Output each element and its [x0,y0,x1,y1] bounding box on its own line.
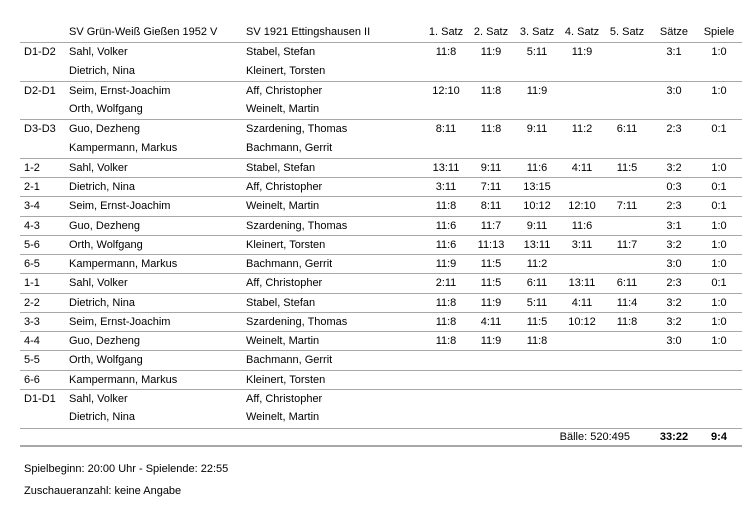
guest-player: Weinelt, Martin [246,411,320,423]
match-code: D1-D1 [24,392,56,405]
sets-score: 3:2 [666,161,682,174]
guest-player: Szardening, Thomas [246,315,348,328]
set-4-score: 11:9 [571,46,593,59]
home-player: Seim, Ernst-Joachim [69,84,171,97]
home-player: Dietrich, Nina [69,411,136,423]
match-code: 1-1 [24,277,40,290]
table-row [20,389,742,408]
games-score: 1:0 [711,46,727,59]
set-3-score: 11:8 [526,335,548,347]
set-1-score: 13:11 [432,161,460,174]
games-score: 0:1 [711,277,727,290]
set-2-score: 11:5 [480,277,502,290]
set-5-score: 6:11 [616,277,638,290]
table-row [20,408,742,427]
set-2-score: 11:9 [480,335,502,347]
games-score: 0:1 [711,181,727,193]
home-player: Seim, Ernst-Joachim [69,315,171,328]
set-4-score: 11:2 [571,123,593,136]
games-score: 1:0 [711,258,727,270]
set-2-score: 11:8 [480,84,502,97]
set-3-score: 5:11 [526,46,548,59]
table-header [20,23,742,42]
set-4-score: 3:11 [571,238,593,251]
guest-player: Bachmann, Gerrit [246,354,333,367]
games-header: Spiele [703,26,735,38]
match-code: D1-D2 [24,46,56,59]
match-code: 2-2 [24,296,40,309]
set-2-score: 11:13 [477,238,505,251]
set-3-score: 13:15 [523,181,551,193]
guest-player: Weinelt, Martin [246,200,320,213]
table-row [20,100,742,119]
set-1-score: 11:9 [435,258,457,270]
set-5-score: 11:5 [616,161,638,174]
table-row [20,293,742,312]
set-2-score: 8:11 [480,200,502,213]
set-3-score: 11:6 [526,161,548,174]
guest-player: Aff, Christopher [246,392,323,405]
table-row [20,196,742,215]
sets-score: 3:2 [666,238,682,251]
match-code: D3-D3 [24,123,56,136]
set-1-score: 11:8 [435,200,457,213]
set-2-score: 11:5 [480,258,502,270]
guest-player: Aff, Christopher [246,84,323,97]
home-player: Dietrich, Nina [69,181,136,193]
set-3-score: 11:9 [526,84,548,97]
set-2-score: 7:11 [480,181,502,193]
home-player: Guo, Dezheng [69,219,140,232]
match-code: 1-2 [24,161,40,174]
match-code: 3-3 [24,315,40,328]
sets-score: 3:1 [666,219,682,232]
set-header-2: 2. Satz [473,26,509,38]
home-player: Sahl, Volker [69,392,128,405]
games-score: 1:0 [711,219,727,232]
table-row [20,139,742,158]
set-1-score: 3:11 [435,181,457,193]
guest-player: Aff, Christopher [246,277,323,290]
set-3-score: 5:11 [526,296,548,309]
home-player: Kampermann, Markus [69,373,178,386]
set-5-score: 7:11 [616,200,638,213]
sets-score: 3:1 [666,46,682,59]
guest-player: Kleinert, Torsten [246,238,326,251]
games-score: 0:1 [711,123,727,136]
games-score: 1:0 [711,315,727,328]
sets-score: 3:0 [666,258,682,270]
set-1-score: 11:8 [435,296,457,309]
set-header-5: 5. Satz [609,26,645,38]
set-4-score: 10:12 [568,315,596,328]
table-row [20,42,742,61]
match-code: D2-D1 [24,84,56,97]
sets-score: 2:3 [666,277,682,290]
set-5-score: 11:4 [616,296,638,309]
guest-player: Szardening, Thomas [246,123,348,136]
set-1-score: 11:6 [435,238,457,251]
home-player: Kampermann, Markus [69,258,178,270]
table-row [20,273,742,292]
set-1-score: 12:10 [432,84,460,97]
match-times: Spielbeginn: 20:00 Uhr - Spielende: 22:55 [24,463,229,475]
table-row [20,62,742,81]
set-3-score: 9:11 [526,123,548,136]
guest-player: Bachmann, Gerrit [246,258,333,270]
balls-total: Bälle: 520:495 [559,431,630,444]
table-row [20,370,742,389]
set-header-4: 4. Satz [564,26,600,38]
set-1-score: 11:8 [435,315,457,328]
guest-team-header: SV 1921 Ettingshausen II [246,26,371,38]
table-row [20,331,742,350]
home-player: Orth, Wolfgang [69,354,143,367]
table-row [20,119,742,138]
match-code: 5-6 [24,238,40,251]
table-row [20,235,742,254]
guest-player: Kleinert, Torsten [246,373,326,386]
set-3-score: 13:11 [523,238,551,251]
set-5-score: 6:11 [616,123,638,136]
games-score: 1:0 [711,238,727,251]
set-2-score: 11:9 [480,46,502,59]
home-player: Guo, Dezheng [69,335,140,347]
games-total: 9:4 [711,431,727,444]
sets-score: 3:2 [666,315,682,328]
guest-player: Szardening, Thomas [246,219,348,232]
set-3-score: 10:12 [523,200,551,213]
set-1-score: 11:6 [435,219,457,232]
sets-score: 3:0 [666,84,682,97]
home-player: Seim, Ernst-Joachim [69,200,171,213]
sets-header: Sätze [659,26,689,38]
match-code: 5-5 [24,354,40,367]
home-player: Kampermann, Markus [69,141,178,154]
guest-player: Kleinert, Torsten [246,64,326,77]
games-score: 1:0 [711,335,727,347]
match-code: 4-4 [24,335,40,347]
set-2-score: 9:11 [480,161,502,174]
match-table [20,23,742,447]
games-score: 1:0 [711,161,727,174]
sets-score: 2:3 [666,200,682,213]
set-2-score: 11:9 [480,296,502,309]
games-score: 1:0 [711,296,727,309]
spectator-count: Zuschaueranzahl: keine Angabe [24,485,182,497]
table-row [20,350,742,369]
table-row [20,158,742,177]
table-row [20,254,742,273]
set-4-score: 4:11 [571,161,593,174]
guest-player: Weinelt, Martin [246,103,320,115]
home-player: Sahl, Volker [69,161,128,174]
set-2-score: 4:11 [480,315,502,328]
guest-player: Aff, Christopher [246,181,323,193]
table-body [20,42,742,427]
table-row [20,312,742,331]
table-row [20,216,742,235]
set-4-score: 13:11 [568,277,596,290]
set-5-score: 11:7 [616,238,638,251]
home-player: Sahl, Volker [69,277,128,290]
home-player: Dietrich, Nina [69,296,136,309]
set-2-score: 11:8 [480,123,502,136]
home-player: Orth, Wolfgang [69,103,143,115]
home-player: Sahl, Volker [69,46,128,59]
match-code: 3-4 [24,200,40,213]
match-code: 6-6 [24,373,40,386]
totals-row [20,428,742,447]
guest-player: Stabel, Stefan [246,46,316,59]
games-score: 1:0 [711,84,727,97]
sets-score: 0:3 [666,181,682,193]
set-5-score: 11:8 [616,315,638,328]
set-4-score: 4:11 [571,296,593,309]
set-4-score: 11:6 [571,219,593,232]
set-header-3: 3. Satz [519,26,555,38]
home-player: Guo, Dezheng [69,123,140,136]
set-1-score: 8:11 [435,123,457,136]
guest-player: Weinelt, Martin [246,335,320,347]
sets-total: 33:22 [659,431,689,444]
home-player: Dietrich, Nina [69,64,136,77]
home-team-header: SV Grün-Weiß Gießen 1952 V [69,26,218,38]
home-player: Orth, Wolfgang [69,238,143,251]
table-row [20,177,742,196]
set-header-1: 1. Satz [428,26,464,38]
set-1-score: 11:8 [435,335,457,347]
table-row [20,81,742,100]
set-2-score: 11:7 [480,219,502,232]
set-3-score: 6:11 [526,277,548,290]
set-3-score: 11:5 [526,315,548,328]
games-score: 0:1 [711,200,727,213]
set-3-score: 11:2 [526,258,548,270]
match-code: 2-1 [24,181,40,193]
sets-score: 2:3 [666,123,682,136]
sets-score: 3:2 [666,296,682,309]
guest-player: Stabel, Stefan [246,161,316,174]
set-4-score: 12:10 [568,200,596,213]
guest-player: Stabel, Stefan [246,296,316,309]
set-1-score: 11:8 [435,46,457,59]
set-3-score: 9:11 [526,219,548,232]
match-code: 4-3 [24,219,40,232]
guest-player: Bachmann, Gerrit [246,141,333,154]
set-1-score: 2:11 [435,277,457,290]
match-code: 6-5 [24,258,40,270]
sets-score: 3:0 [666,335,682,347]
